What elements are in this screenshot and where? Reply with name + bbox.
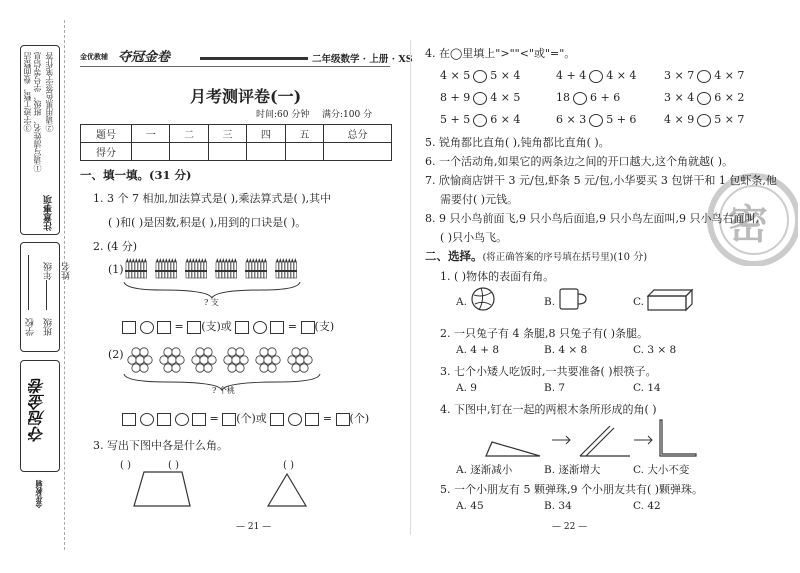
page-number-left: — 21 — — [236, 522, 272, 532]
section-2-note: (将正确答案的序号填在括号里) — [482, 252, 614, 263]
answer-box[interactable] — [192, 413, 206, 426]
choice-5: 5. 一个小朋友有 5 颗弹珠,9 个小朋友共有( )颗弹珠。 — [440, 483, 704, 496]
peach-icon — [208, 356, 216, 364]
school-line — [28, 255, 30, 310]
answer-box[interactable] — [305, 413, 319, 426]
score-cell[interactable] — [324, 143, 392, 161]
comparison-left: 5 + 5 — [440, 113, 471, 126]
q3-heading: 3. 写出下图中各是什么角。 — [93, 439, 228, 452]
q2-1-brace-label: ? 支 — [204, 298, 219, 307]
peach-icon — [228, 364, 236, 372]
q7-line-b: 需要付( )元钱。 — [440, 193, 519, 206]
peach-icon — [204, 364, 212, 372]
operator-circle[interactable] — [288, 413, 302, 426]
section-2-title: 二、选择。 — [425, 249, 483, 263]
note-line-2: ②请用黑色签字笔作答 — [45, 52, 54, 132]
q1-line-b: ( )和( )是因数,积是( ),用到的口诀是( )。 — [108, 216, 307, 229]
peach-icon — [140, 364, 148, 372]
grade-label: 年级 — [44, 262, 54, 280]
peach-icon — [296, 356, 304, 364]
score-label: 得分 — [81, 143, 132, 161]
comparison-left: 8 + 9 — [440, 91, 471, 104]
comparison-right: 5 × 4 — [490, 69, 521, 82]
full-score-label: 满分:100 分 — [322, 110, 373, 120]
th-1: 一 — [132, 125, 170, 143]
comparison-left: 4 + 4 — [556, 69, 587, 82]
trapezoid-shape — [134, 472, 190, 506]
angle-blank[interactable]: ( ) — [120, 460, 131, 471]
peach-icon — [192, 356, 200, 364]
angle-figures — [130, 470, 320, 510]
operator-circle[interactable] — [140, 413, 154, 426]
comparison-right: 4 × 5 — [490, 91, 521, 104]
th-total: 总分 — [324, 125, 392, 143]
q7-line-a: 7. 欣愉商店饼干 3 元/包,虾条 5 元/包,小华要买 3 包饼干和 1 包虾条,他 — [425, 174, 777, 187]
peach-icon — [264, 356, 272, 364]
choice-1-option-a[interactable]: A. — [456, 296, 467, 308]
peach-icon — [132, 364, 140, 372]
comparison-circle[interactable] — [589, 70, 603, 83]
peach-icon — [304, 356, 312, 364]
name-label: 姓名 — [62, 262, 72, 280]
answer-box[interactable] — [187, 321, 201, 334]
q8-line-a: 8. 9 只小鸟前面飞,9 只小鸟后面追,9 只小鸟左面叫,9 只小鸟右面叫, — [425, 212, 759, 225]
th-number: 题号 — [81, 125, 132, 143]
comparison-circle[interactable] — [573, 92, 587, 105]
note-line-1: ①请写清姓名、班级、学号等信息 — [33, 52, 42, 172]
note-line-3: ③字迹工整，卷面整洁 — [23, 52, 32, 132]
comparison-left: 6 × 3 — [556, 113, 587, 126]
peach-icon — [256, 356, 264, 364]
peach-icon — [224, 356, 232, 364]
comparison-item — [440, 91, 520, 105]
q2-2-unit-2: (个) — [349, 412, 370, 425]
peach-icon — [292, 364, 300, 372]
q2-1-unit-2: (支) — [314, 320, 335, 333]
peach-piles — [128, 348, 312, 372]
sidebar-brand-logo: 夺冠金卷 — [28, 378, 47, 442]
answer-box[interactable] — [122, 321, 136, 334]
answer-box[interactable] — [270, 413, 284, 426]
q1-line-a: 1. 3 个 7 相加,加法算式是( ),乘法算式是( ),其中 — [93, 192, 332, 205]
peach-icon — [204, 348, 212, 356]
publisher-logo: 金优教辅 — [80, 52, 108, 61]
peach-icon — [200, 356, 208, 364]
answer-box[interactable] — [235, 321, 249, 334]
peach-icon — [164, 348, 172, 356]
score-table-header — [81, 125, 392, 143]
operator-circle[interactable] — [253, 321, 267, 334]
triangle-shape — [268, 474, 306, 506]
score-cell[interactable] — [285, 143, 323, 161]
binding-line — [64, 20, 65, 550]
choice-4: 4. 下图中,钉在一起的两根木条所形成的角( ) — [440, 403, 657, 416]
peach-icon — [140, 348, 148, 356]
cuboid-icon — [646, 288, 696, 312]
peach-icon — [176, 356, 184, 364]
score-table-row — [81, 143, 392, 161]
sidebar-publisher: 金优教辅 — [34, 480, 43, 508]
q5: 5. 锐角都比直角( ),钝角都比直角( )。 — [425, 136, 610, 149]
class-label: 班级 — [44, 318, 54, 336]
small-angle — [486, 442, 540, 456]
q6: 6. 一个活动角,如果它的两条边之间的开口越大,这个角就越( )。 — [425, 155, 734, 168]
header-rule-1 — [200, 57, 308, 60]
choice-5-option-a[interactable]: A. 45 — [456, 500, 484, 512]
peach-icon — [228, 348, 236, 356]
peach-icon — [260, 364, 268, 372]
comparison-right: 4 × 4 — [606, 69, 637, 82]
page-divider — [410, 40, 411, 535]
right-angle — [660, 420, 696, 456]
stamp-text: 密 — [728, 201, 768, 248]
peach-icon — [300, 364, 308, 372]
q2-2-brace-label: ? 个桃 — [212, 386, 235, 395]
q2-1-label: (1) — [108, 263, 124, 276]
comparison-item — [440, 113, 520, 127]
peach-icon — [268, 364, 276, 372]
comparison-circle[interactable] — [697, 70, 711, 83]
peach-icon — [160, 356, 168, 364]
comparison-right: 6 × 2 — [714, 91, 745, 104]
section-1-heading: 一、填一填。(31 分) — [80, 168, 192, 182]
comparison-item — [664, 69, 744, 83]
comparison-item — [556, 113, 636, 127]
choice-3-option-c[interactable]: C. 14 — [633, 382, 661, 394]
volleyball-icon — [470, 286, 496, 312]
subject-label: 二年级数学 · 上册 · XS — [312, 54, 413, 65]
comparison-right: 5 × 7 — [714, 113, 745, 126]
choice-2-option-c[interactable]: C. 3 × 8 — [633, 344, 677, 356]
comparison-circle[interactable] — [473, 114, 487, 127]
peach-icon — [236, 348, 244, 356]
choice-5-option-b[interactable]: B. 34 — [544, 500, 572, 512]
school-label: 学校 — [26, 318, 36, 336]
comparison-left: 18 — [556, 91, 570, 104]
score-cell[interactable] — [170, 143, 208, 161]
score-cell[interactable] — [208, 143, 246, 161]
comparison-circle[interactable] — [697, 92, 711, 105]
choice-1: 1. ( )物体的表面有角。 — [440, 270, 555, 283]
choice-2-option-a[interactable]: A. 4 + 8 — [456, 344, 500, 356]
peach-icon — [196, 348, 204, 356]
comparison-item — [556, 91, 620, 105]
mug-icon — [558, 286, 588, 312]
section-2-score: (10 分) — [613, 252, 648, 263]
th-3: 三 — [208, 125, 246, 143]
choice-3-option-b[interactable]: B. 7 — [544, 382, 566, 394]
th-4: 四 — [247, 125, 285, 143]
peach-icon — [136, 356, 144, 364]
choice-2: 2. 一只兔子有 4 条腿,8 只兔子有( )条腿。 — [440, 327, 649, 340]
peach-icon — [132, 348, 140, 356]
q2-2-answer-row: = (个)或 = (个) — [122, 410, 369, 426]
comparison-item — [664, 113, 744, 127]
peach-icon — [292, 348, 300, 356]
choice-3-option-a[interactable]: A. 9 — [456, 382, 477, 394]
q2-2-unit: (个)或 — [236, 412, 267, 425]
peach-icon — [196, 364, 204, 372]
medium-angle — [580, 426, 630, 456]
choice-1-option-b[interactable]: B. — [544, 296, 556, 308]
pencil-bundle — [125, 258, 297, 278]
peach-icon — [236, 364, 244, 372]
operator-circle[interactable] — [175, 413, 189, 426]
header-rule-2 — [80, 66, 390, 67]
score-table — [80, 124, 392, 161]
peach-icon — [128, 356, 136, 364]
peach-icon — [172, 364, 180, 372]
class-line — [46, 280, 48, 310]
choice-5-option-c[interactable]: C. 42 — [633, 500, 661, 512]
angle-sequence-figure — [480, 418, 700, 460]
comparison-item — [556, 69, 636, 83]
peach-icon — [144, 356, 152, 364]
notes-title: 注意事项 — [44, 195, 54, 231]
q2-2-label: (2) — [108, 348, 124, 361]
peach-icon — [300, 348, 308, 356]
comparison-right: 6 + 6 — [590, 91, 621, 104]
peach-icon — [288, 356, 296, 364]
peach-icon — [164, 364, 172, 372]
comparison-right: 5 + 6 — [606, 113, 637, 126]
time-label: 时间:60 分钟 — [256, 110, 310, 120]
score-cell[interactable] — [132, 143, 170, 161]
peach-icon — [168, 356, 176, 364]
score-cell[interactable] — [247, 143, 285, 161]
choice-1-option-c[interactable]: C. — [633, 296, 644, 308]
comparison-circle[interactable] — [697, 114, 711, 127]
page-number-right: — 22 — — [552, 522, 588, 532]
choice-2-option-b[interactable]: B. 4 × 8 — [544, 344, 588, 356]
comparison-right: 6 × 4 — [490, 113, 521, 126]
answer-box[interactable] — [222, 413, 236, 426]
peach-icon — [232, 356, 240, 364]
th-5: 五 — [285, 125, 323, 143]
comparison-circle[interactable] — [473, 92, 487, 105]
peach-icon — [268, 348, 276, 356]
choice-4-option-a[interactable]: A. 逐渐减小 — [456, 464, 513, 476]
answer-box[interactable] — [157, 413, 171, 426]
answer-box[interactable] — [301, 321, 315, 334]
choice-4-option-c[interactable]: C. 大小不变 — [633, 464, 690, 476]
comparison-circle[interactable] — [589, 114, 603, 127]
answer-box[interactable] — [270, 321, 284, 334]
operator-circle[interactable] — [140, 321, 154, 334]
comparison-left: 3 × 4 — [664, 91, 695, 104]
comparison-item — [664, 91, 744, 105]
th-2: 二 — [170, 125, 208, 143]
q4-heading: 4. 在◯里填上">""<"或"="。 — [425, 47, 576, 60]
section-2-heading — [425, 248, 647, 264]
q2-1-unit: (支)或 — [201, 320, 232, 333]
q2-heading: 2. (4 分) — [93, 240, 138, 253]
answer-box[interactable] — [336, 413, 350, 426]
peach-icon — [260, 348, 268, 356]
page-title: 月考测评卷(一) — [190, 87, 302, 106]
angle-blank[interactable]: ( ) — [283, 460, 294, 471]
peach-icon — [272, 356, 280, 364]
peach-icon — [172, 348, 180, 356]
peach-icon — [240, 356, 248, 364]
comparison-left: 4 × 9 — [664, 113, 695, 126]
brand-logo: 夺冠金卷 — [118, 50, 171, 65]
comparison-item — [440, 69, 520, 83]
answer-box[interactable] — [157, 321, 171, 334]
choice-3: 3. 七个小矮人吃饭时,一共要准备( )根筷子。 — [440, 365, 657, 378]
comparison-circle[interactable] — [473, 70, 487, 83]
angle-blank[interactable]: ( ) — [168, 460, 179, 471]
comparison-left: 4 × 5 — [440, 69, 471, 82]
q8-line-b: ( )只小鸟飞。 — [440, 231, 508, 244]
answer-box[interactable] — [122, 413, 136, 426]
comparison-left: 3 × 7 — [664, 69, 695, 82]
choice-4-option-b[interactable]: B. 逐渐增大 — [544, 464, 601, 476]
q2-1-answer-row: = (支)或 = (支) — [122, 318, 334, 334]
comparison-right: 4 × 7 — [714, 69, 745, 82]
